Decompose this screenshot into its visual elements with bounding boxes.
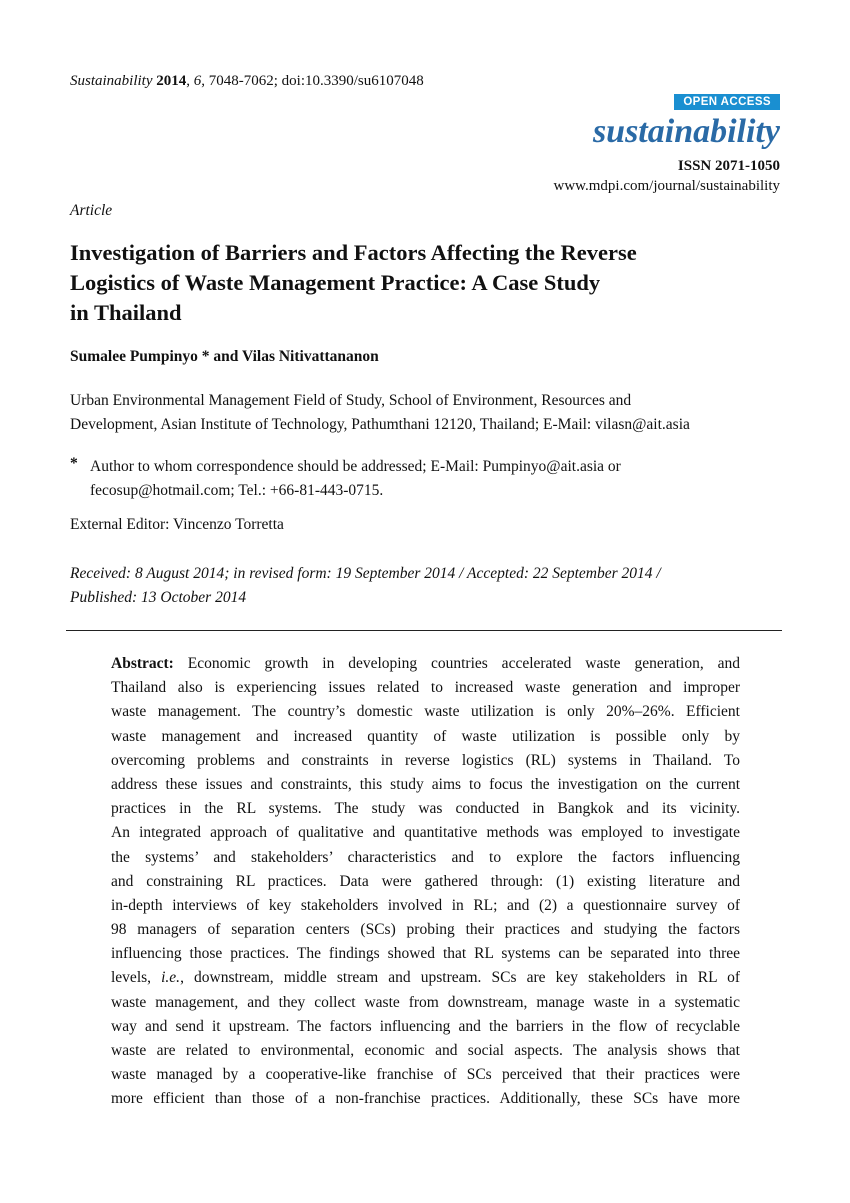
title-line: in Thailand [70,300,182,325]
citation-journal: Sustainability [70,73,153,89]
affiliation-line: Development, Asian Institute of Technology, Pathumthani 12120, Thailand; E-Mail: vilasn@ait.asia [70,416,690,433]
external-editor: External Editor: Vincenzo Torretta [70,516,284,533]
article-title [70,238,770,328]
article-type: Article [70,202,113,219]
affiliation [70,389,790,437]
citation-year: 2014 [156,73,187,89]
correspondence-line: fecosup@hotmail.com; Tel.: +66-81-443-0715. [90,482,384,499]
affiliation-line: Urban Environmental Management Field of Study, School of Environment, Resources and [70,392,632,409]
author-list: Sumalee Pumpinyo * and Vilas Nitivattananon [70,348,379,365]
abstract-label: Abstract: [111,655,174,672]
abstract-line: practices in the RL systems. The study was conducted in Bangkok and its vicinity. [111,800,740,818]
abstract-line: waste management, and they collect waste from downstream, manage waste in a systematic [111,993,740,1011]
publication-dates [70,562,790,610]
abstract-line: An integrated approach of qualitative and quantitative methods was employed to investigate [111,824,740,842]
abstract-line: more efficient than those of a non-franchise practices. Additionally, these SCs have more [111,1090,740,1108]
abstract-line: waste management. The country’s domestic waste utilization is only 20%–26%. Efficient [111,703,740,721]
abstract-line: waste managed by a cooperative-like franchise of SCs perceived that their practices were [111,1066,740,1084]
correspondence-line: Author to whom correspondence should be addressed; E-Mail: Pumpinyo@ait.asia or [90,458,621,475]
abstract-line: influencing those practices. The findings showed that RL systems can be separated into three [111,945,740,963]
abstract-block [111,652,740,1112]
abstract-line: levels, i.e., downstream, middle stream and upstream. SCs are key stakeholders in RL of [111,969,740,987]
abstract-line: in-depth interviews of key stakeholders involved in RL; and (2) a questionnaire survey of [111,896,740,914]
correspondence-marker: * [70,455,78,472]
header-divider [66,630,782,631]
abstract-line: address these issues and constraints, this study aims to focus the investigation on the current [111,775,740,793]
journal-url[interactable]: www.mdpi.com/journal/sustainability [553,178,780,194]
abstract-line: Thailand also is experiencing issues related to increased waste generation and improper [111,679,740,697]
abstract-line: the systems’ and stakeholders’ characteristics and to explore the factors influencing [111,848,740,866]
abstract-line: way and send it upstream. The factors influencing and the barriers in the flow of recyclable [111,1017,740,1035]
abstract-line: waste management and increased quantity of waste utilization is possible only by [111,727,740,745]
abstract-line: overcoming problems and constraints in reverse logistics (RL) systems in Thailand. To [111,751,740,769]
abstract-line: 98 managers of separation centers (SCs) probing their practices and studying the factors [111,921,740,939]
dates-line: Received: 8 August 2014; in revised form: 19 September 2014 / Accepted: 22 September 2014 / [70,565,661,582]
citation-volume: 6 [193,73,202,89]
title-line: Investigation of Barriers and Factors Affecting the Reverse [70,240,637,265]
citation-line: Sustainability 2014, 6, 7048-7062; doi:10.3390/su6107048 [70,73,424,89]
open-access-badge: OPEN ACCESS [674,94,780,110]
title-line: Logistics of Waste Management Practice: A Case Study [70,270,601,295]
correspondence-note [90,455,780,503]
journal-logo-text: sustainability [592,113,780,150]
issn: ISSN 2071-1050 [677,158,780,174]
abstract-line: and constraining RL practices. Data were gathered through: (1) existing literature and [111,872,740,890]
citation-pages-doi: , 7048-7062; doi:10.3390/su6107048 [201,73,424,89]
abstract-line: Abstract: Economic growth in developing countries accelerated waste generation, and [111,655,740,672]
dates-line: Published: 13 October 2014 [70,589,247,606]
abstract-line: waste are related to environmental, economic and social aspects. The analysis shows that [111,1042,740,1059]
